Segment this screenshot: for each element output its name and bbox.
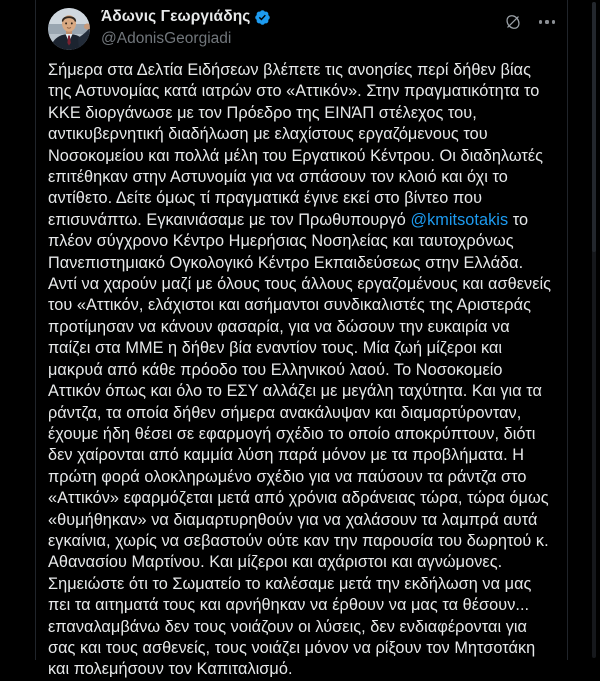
display-name[interactable]: Άδωνις Γεωργιάδης xyxy=(101,8,251,25)
post-body-text xyxy=(48,60,555,681)
dot xyxy=(545,20,548,23)
display-name-row xyxy=(101,7,271,27)
avatar[interactable] xyxy=(48,8,90,50)
mention-link-kmitsotakis[interactable]: @kmitsotakis xyxy=(410,210,509,229)
dot xyxy=(552,20,555,23)
more-options-icon[interactable] xyxy=(537,12,557,32)
author-handle[interactable]: @AdonisGeorgiadi xyxy=(101,30,232,47)
post-header-actions xyxy=(503,12,557,32)
page-scrollbar[interactable] xyxy=(592,2,596,658)
grok-actions-icon[interactable] xyxy=(503,12,523,32)
dot xyxy=(539,20,542,23)
post-card[interactable] xyxy=(35,0,567,679)
post-text-segment-2: το πλέον σύγχρονο Κέντρο Ημερήσιας Νοσηλείας και ταυτοχρόνως Πανεπιστημιακό Ογκολογικό Κέντρο Εκπαιδεύσεως στην Ελλάδα. Αντί να χαρούν μαζί με όλους τους άλλους εργαζομένους και ασθενείς του «Αττικόν, ελάχιστοι και ασήμαντοι συνδικαλιστές της Αριστεράς προτίμησαν να κάνουν φασαρία, για να δώσουν την ευκαιρία να παίζει στα ΜΜΕ η δήθεν βία εναντίον τους. Μία ζωή μίζεροι και μακρυά από κάθε πρόοδο του Ελληνικού λαού. Το Νοσοκομείο Αττικόν όπως και όλο το ΕΣΥ αλλάζει με μεγάλη ταχύτητα. Και για τα ράντζα, τα οποία δήθεν σήμερα ανακάλυψαν και διαμαρτύρονταν, έχουμε ήδη θέσει σε εφαρμογή σχέδιο το οποίο αποκρύπτουν, διότι δεν χαίρονται από καμμία λύση παρά μόνον με τα προβλήματα. Η πρώτη φορά ολοκληρωμένο σχέδιο για να παύσουν τα ράντζα στο «Αττικόν» εφαρμόζεται μετά από χρόνια αδράνειας τώρα, τώρα όμως «θυμήθηκαν» να διαμαρτυρηθούν για να χαλάσουν τα λαμπρά αυτά εγκαίνια, χωρίς να σεβαστούν ούτε καν την παρουσία του δωρητού κ. Αθανασίου Μαρτίνου. Και μίζεροι και αχάριστοι και αγνώμονες. Σημειώστε ότι το Σωματείο το καλέσαμε μετά την εκδήλωση να μας πει τα αιτηματά τους και αρνήθηκαν να έρθουν να μας τα θέσουν... επαναλαμβάνω δεν τους νοιάζουν οι λύσεις, δεν ενδιαφέρονται για σας και τους ασθενείς, τους νοιάζει μόνον να ρίξουν τον Μητσοτάκη και πολεμήσουν τον Καπιταλισμό. xyxy=(48,210,556,679)
page-scrollbar-thumb[interactable] xyxy=(592,2,596,252)
post-text-segment-1: Σήμερα στα Δελτία Ειδήσεων βλέπετε τις ανοησίες περί δήθεν βίας της Αστυνομίας κατά ιατρών στο «Αττικόν». Στην πραγματικότητα το ΚΚΕ διοργάνωσε με τον Πρόεδρο της ΕΙΝΆΠ στέλεχος του, αντικυβερνητική διαδήλωση με ελαχίστους εργαζόμενους του Νοσοκομείου και πολλά μέλη του Εργατικού Κέντρου. Οι διαδηλωτές επιτέθηκαν στην Αστυνομία για να σπάσουν τον κλοιό και όχι το αντίθετο. Δείτε όμως τί πραγματικά έγινε εκεί στο βίντεο που επισυνάπτω. Εγκαινιάσαμε με τον Πρωθυπουργό xyxy=(48,61,548,229)
verified-badge-icon[interactable] xyxy=(254,9,271,26)
post-header xyxy=(48,6,555,58)
author-name-block[interactable] xyxy=(101,6,271,49)
timeline-right-divider xyxy=(567,0,568,660)
